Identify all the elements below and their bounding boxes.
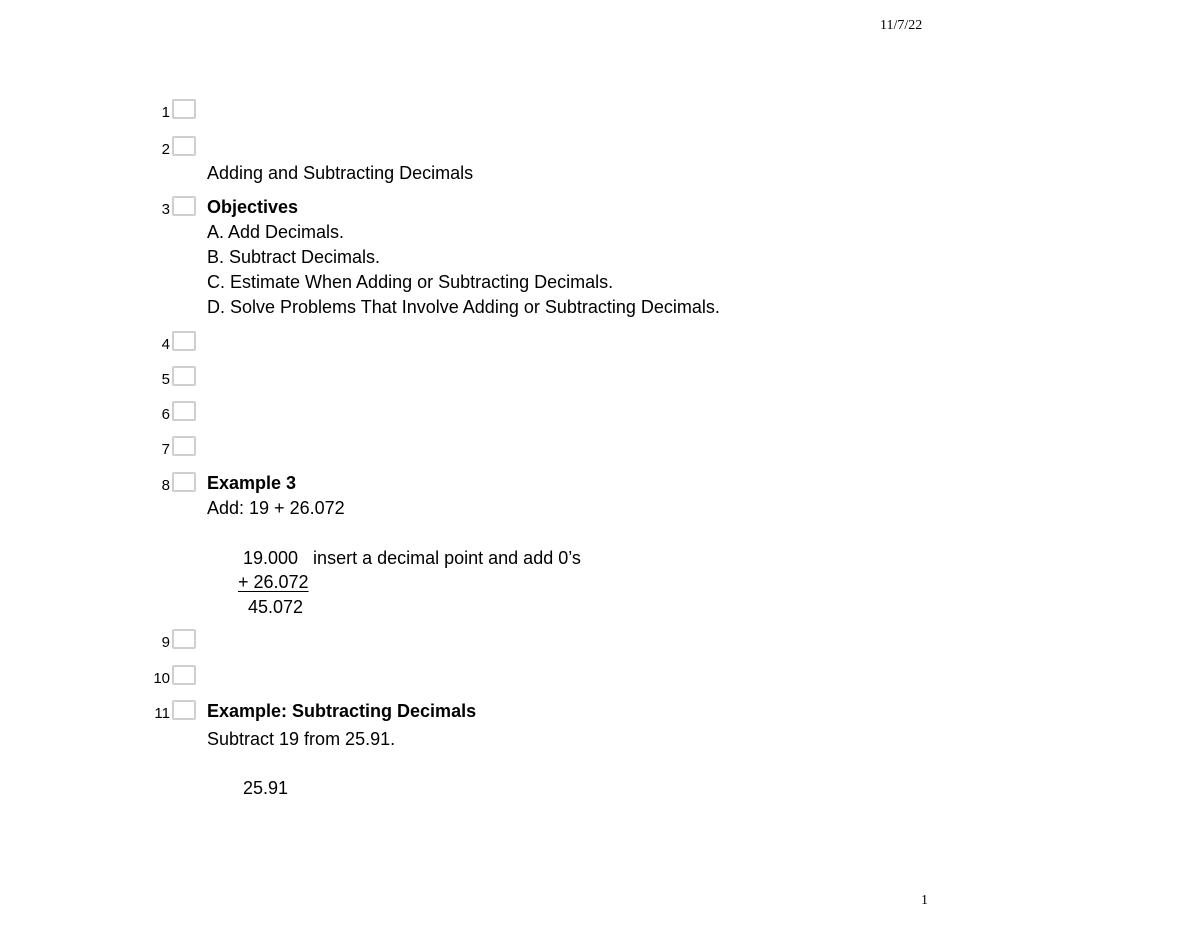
slide-thumbnail[interactable] [172,629,196,649]
slide-thumbnail[interactable] [172,136,196,156]
slide-row-9 [140,629,340,655]
slide-thumbnail[interactable] [172,665,196,685]
slide-thumbnail[interactable] [172,331,196,351]
slide-number: 10 [153,670,170,687]
example3-calc-line: 19.000 insert a decimal point and add 0’s [238,548,581,568]
objective-item: C. Estimate When Adding or Subtracting Decimals. [207,272,614,292]
slide-row-6 [140,401,340,427]
slide-row-1 [140,99,340,125]
example3-heading: Example 3 [207,473,297,493]
slide-row-7 [140,436,340,462]
slide-row-2 [140,136,340,162]
slide-thumbnail[interactable] [172,99,196,119]
example-subtracting-prompt: Subtract 19 from 25.91. [207,729,396,749]
slide-row-10 [140,665,340,691]
slide-number: 4 [161,336,170,353]
slide-thumbnail[interactable] [172,401,196,421]
slide-number: 8 [161,477,170,494]
slide-thumbnail[interactable] [172,366,196,386]
slide-row-4 [140,331,340,357]
header-date: 11/7/22 [880,18,923,33]
slide-number: 6 [161,406,170,423]
slide-thumbnail[interactable] [172,196,196,216]
slide-row-5 [140,366,340,392]
slide-number: 3 [161,201,170,218]
example3-prompt: Add: 19 + 26.072 [207,498,345,518]
slide-number: 11 [154,705,170,722]
slide-thumbnail[interactable] [172,472,196,492]
objective-item: B. Subtract Decimals. [207,247,381,267]
slide-thumbnail[interactable] [172,700,196,720]
slide-number: 9 [161,634,170,651]
slide2-title: Adding and Subtracting Decimals [207,163,474,183]
slide-number: 5 [161,371,170,388]
slide-thumbnail[interactable] [172,436,196,456]
example3-calc-line: + 26.072 [238,572,309,592]
page-number: 1 [921,893,928,908]
example3-calc-result: 45.072 [238,597,304,617]
objectives-heading: Objectives [207,197,299,217]
slide-number: 1 [161,104,170,121]
example-subtracting-heading: Example: Subtracting Decimals [207,701,477,721]
objective-item: A. Add Decimals. [207,222,345,242]
objective-item: D. Solve Problems That Involve Adding or Subtracting Decimals. [207,297,720,317]
example-subtracting-calc-line: 25.91 [238,778,289,798]
slide-number: 7 [161,441,170,458]
slide-number: 2 [161,141,170,158]
